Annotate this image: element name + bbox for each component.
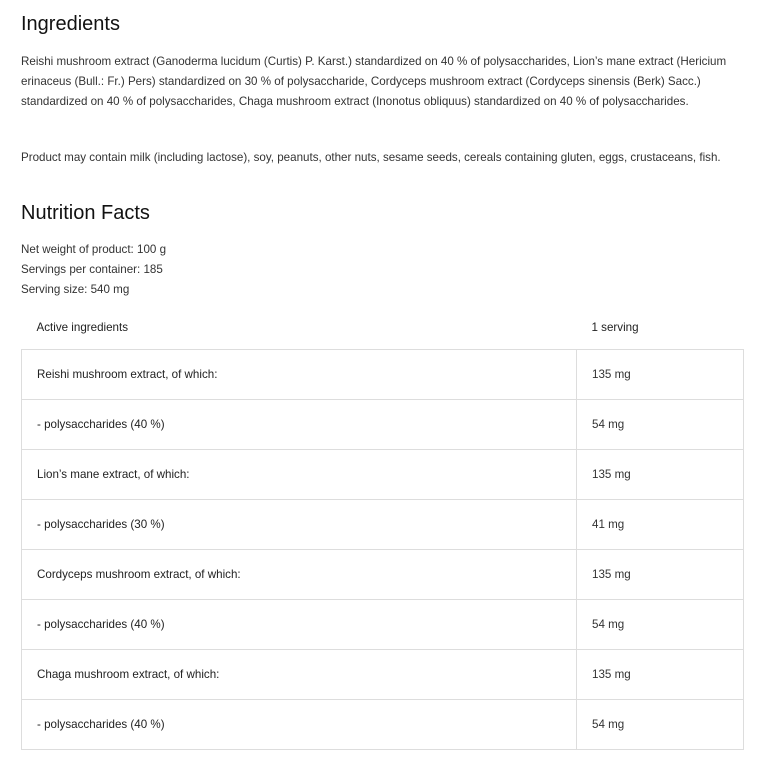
ingredient-amount: 54 mg xyxy=(577,600,744,650)
column-header-active-ingredients: Active ingredients xyxy=(22,305,577,350)
nutrition-facts-heading: Nutrition Facts xyxy=(21,202,150,224)
ingredient-name: Chaga mushroom extract, of which: xyxy=(22,650,577,700)
ingredient-name: Cordyceps mushroom extract, of which: xyxy=(22,550,577,600)
table-header-row xyxy=(22,305,744,350)
net-weight: Net weight of product: 100 g xyxy=(21,243,167,256)
ingredient-amount: 54 mg xyxy=(577,700,744,750)
nutrition-table xyxy=(21,305,744,750)
allergens-text: Product may contain milk (including lactose), soy, peanuts, other nuts, sesame seeds, cereals containing gluten, eggs, crustaceans, fish. xyxy=(21,151,721,164)
table-row xyxy=(22,450,744,500)
ingredient-name: Lion’s mane extract, of which: xyxy=(22,450,577,500)
nutrition-summary xyxy=(21,240,166,300)
table-row xyxy=(22,500,744,550)
ingredient-name: - polysaccharides (40 %) xyxy=(22,600,577,650)
ingredient-amount: 41 mg xyxy=(577,500,744,550)
serving-size: Serving size: 540 mg xyxy=(21,283,130,296)
ingredient-name: - polysaccharides (40 %) xyxy=(22,700,577,750)
ingredient-name: Reishi mushroom extract, of which: xyxy=(22,350,577,400)
ingredient-amount: 54 mg xyxy=(577,400,744,450)
servings-per-container: Servings per container: 185 xyxy=(21,263,163,276)
ingredient-amount: 135 mg xyxy=(577,550,744,600)
ingredient-amount: 135 mg xyxy=(577,350,744,400)
table-row xyxy=(22,650,744,700)
column-header-serving: 1 serving xyxy=(577,305,744,350)
ingredient-name: - polysaccharides (30 %) xyxy=(22,500,577,550)
table-row xyxy=(22,350,744,400)
ingredients-heading: Ingredients xyxy=(21,13,120,35)
ingredient-amount: 135 mg xyxy=(577,450,744,500)
ingredient-amount: 135 mg xyxy=(577,650,744,700)
table-row xyxy=(22,400,744,450)
table-row xyxy=(22,600,744,650)
table-row xyxy=(22,700,744,750)
ingredient-name: - polysaccharides (40 %) xyxy=(22,400,577,450)
table-row xyxy=(22,550,744,600)
ingredients-text: Reishi mushroom extract (Ganoderma lucidum (Curtis) P. Karst.) standardized on 40 % of polysaccharides, Lion’s mane extract (Hericium erinaceus (Bull.: Fr.) Pers) standardized on 30 % of polysaccharide, Cordyceps mushroom extract (Cordyceps sinensis (Berk) Sacc.) standardized on 40 % of polysaccharides, Chaga mushroom extract (Inonotus obliquus) standardized on 40 % of polysaccharides. xyxy=(21,55,727,108)
